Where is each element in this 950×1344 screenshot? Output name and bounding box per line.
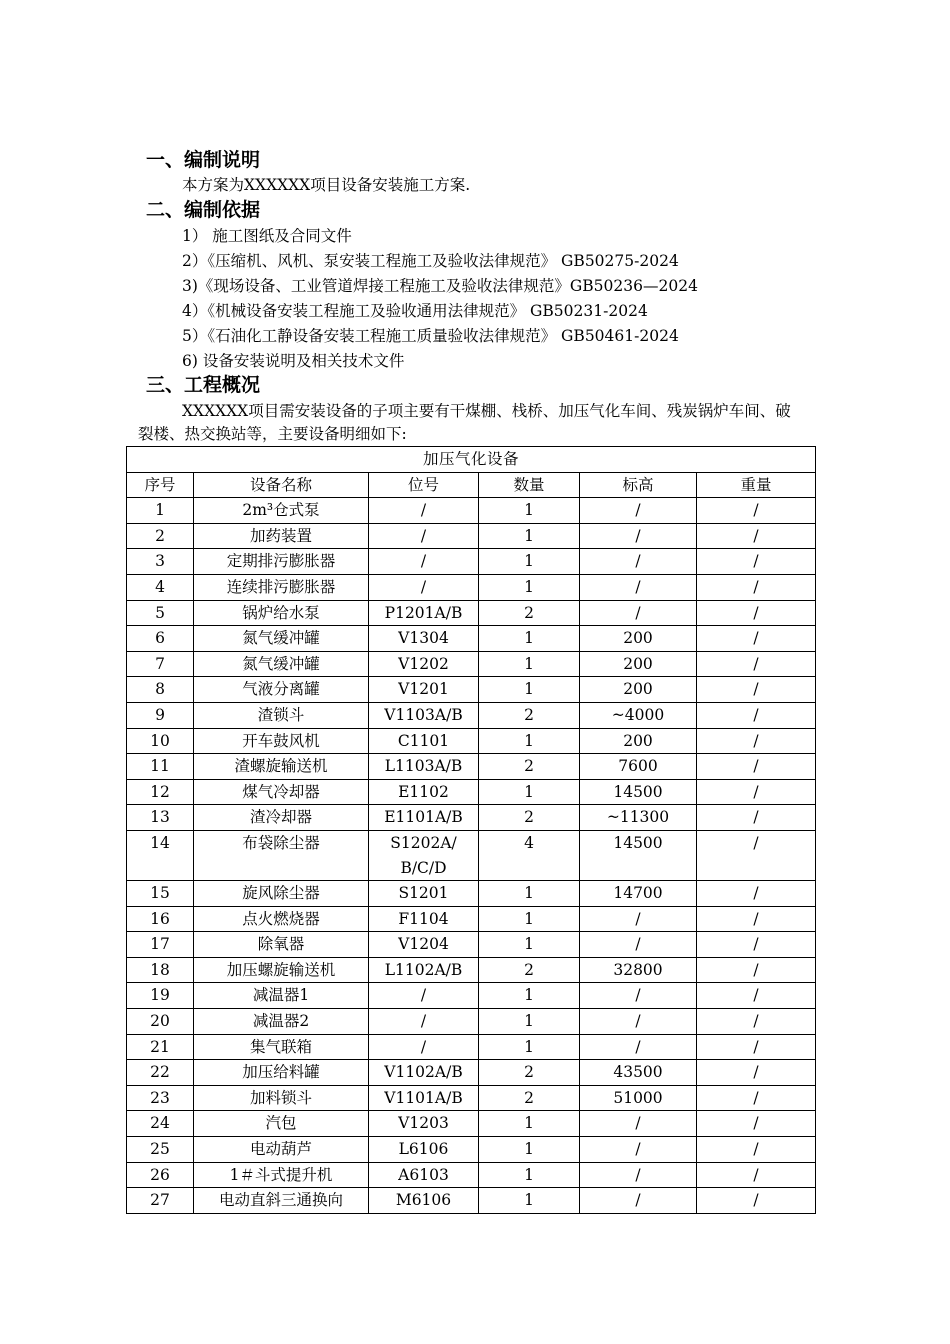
cell-weight: / xyxy=(697,651,816,677)
cell-elevation: 43500 xyxy=(580,1060,697,1086)
header-quantity: 数量 xyxy=(479,472,580,498)
table-row xyxy=(127,574,816,600)
cell-quantity: 1 xyxy=(479,983,580,1009)
cell-weight: / xyxy=(697,1188,816,1214)
table-row xyxy=(127,600,816,626)
table-row xyxy=(127,983,816,1009)
cell-tag-number: V1101A/B xyxy=(369,1085,479,1111)
cell-index: 6 xyxy=(127,626,194,652)
section-heading-1: 一、编制说明 xyxy=(146,149,261,171)
table-row xyxy=(127,1111,816,1137)
cell-equipment-name: 气液分离罐 xyxy=(194,677,369,703)
cell-index: 22 xyxy=(127,1060,194,1086)
cell-equipment-name: 渣螺旋输送机 xyxy=(194,754,369,780)
cell-elevation: / xyxy=(580,549,697,575)
cell-index: 20 xyxy=(127,1009,194,1035)
cell-quantity: 1 xyxy=(479,728,580,754)
cell-elevation: / xyxy=(580,932,697,958)
equipment-table-body xyxy=(127,447,816,1214)
cell-equipment-name: 煤气冷却器 xyxy=(194,779,369,805)
cell-quantity: 1 xyxy=(479,498,580,524)
cell-quantity: 1 xyxy=(479,906,580,932)
header-tag-number: 位号 xyxy=(369,472,479,498)
header-elevation: 标高 xyxy=(580,472,697,498)
cell-weight: / xyxy=(697,932,816,958)
cell-elevation: / xyxy=(580,906,697,932)
cell-weight: / xyxy=(697,1034,816,1060)
cell-index: 13 xyxy=(127,805,194,831)
basis-item-2: 2）《压缩机、风机、泵安装工程施工及验收法律规范》 GB50275-2024 xyxy=(182,252,679,270)
cell-elevation: / xyxy=(580,1009,697,1035)
cell-elevation: / xyxy=(580,600,697,626)
cell-weight: / xyxy=(697,498,816,524)
table-row xyxy=(127,498,816,524)
cell-index: 7 xyxy=(127,651,194,677)
cell-index: 26 xyxy=(127,1162,194,1188)
cell-elevation: 32800 xyxy=(580,957,697,983)
cell-tag-number: / xyxy=(369,983,479,1009)
cell-equipment-name: 汽包 xyxy=(194,1111,369,1137)
cell-index: 16 xyxy=(127,906,194,932)
cell-equipment-name: 氮气缓冲罐 xyxy=(194,651,369,677)
cell-quantity: 1 xyxy=(479,1009,580,1035)
cell-tag-number: E1101A/B xyxy=(369,805,479,831)
table-row xyxy=(127,881,816,907)
cell-tag-number: / xyxy=(369,549,479,575)
cell-tag-number: / xyxy=(369,1034,479,1060)
table-row xyxy=(127,651,816,677)
basis-item-4: 4）《机械设备安装工程施工及验收通用法律规范》 GB50231-2024 xyxy=(182,302,648,320)
cell-tag-number: V1102A/B xyxy=(369,1060,479,1086)
cell-tag-number: S1202A/ B/C/D xyxy=(369,830,479,880)
cell-index: 11 xyxy=(127,754,194,780)
table-row xyxy=(127,702,816,728)
overview-text-line-2: 裂楼、热交换站等，主要设备明细如下: xyxy=(138,425,407,443)
cell-equipment-name: 减温器2 xyxy=(194,1009,369,1035)
section-1-text: 本方案为XXXXXX项目设备安装施工方案. xyxy=(182,176,471,194)
cell-elevation: 200 xyxy=(580,651,697,677)
table-row xyxy=(127,932,816,958)
cell-equipment-name: 加药装置 xyxy=(194,523,369,549)
cell-weight: / xyxy=(697,523,816,549)
cell-quantity: 1 xyxy=(479,932,580,958)
cell-index: 21 xyxy=(127,1034,194,1060)
cell-index: 24 xyxy=(127,1111,194,1137)
cell-equipment-name: 定期排污膨胀器 xyxy=(194,549,369,575)
cell-elevation: / xyxy=(580,983,697,1009)
cell-equipment-name: 渣锁斗 xyxy=(194,702,369,728)
cell-tag-number: P1201A/B xyxy=(369,600,479,626)
cell-weight: / xyxy=(697,779,816,805)
cell-equipment-name: 减温器1 xyxy=(194,983,369,1009)
header-index: 序号 xyxy=(127,472,194,498)
cell-elevation: / xyxy=(580,1034,697,1060)
basis-item-1: 1） 施工图纸及合同文件 xyxy=(182,227,352,245)
cell-elevation: 51000 xyxy=(580,1085,697,1111)
cell-elevation: 200 xyxy=(580,728,697,754)
table-row xyxy=(127,1188,816,1214)
cell-tag-number: V1203 xyxy=(369,1111,479,1137)
cell-equipment-name: 渣冷却器 xyxy=(194,805,369,831)
basis-item-5: 5）《石油化工静设备安装工程施工质量验收法律规范》 GB50461-2024 xyxy=(182,327,679,345)
cell-weight: / xyxy=(697,626,816,652)
cell-equipment-name: 集气联箱 xyxy=(194,1034,369,1060)
cell-index: 15 xyxy=(127,881,194,907)
cell-elevation: / xyxy=(580,1162,697,1188)
cell-quantity: 1 xyxy=(479,677,580,703)
cell-tag-number: V1304 xyxy=(369,626,479,652)
cell-equipment-name: 2m³仓式泵 xyxy=(194,498,369,524)
cell-quantity: 1 xyxy=(479,1137,580,1163)
cell-elevation: / xyxy=(580,523,697,549)
cell-weight: / xyxy=(697,600,816,626)
cell-weight: / xyxy=(697,830,816,880)
cell-equipment-name: 电动葫芦 xyxy=(194,1137,369,1163)
cell-elevation: 14500 xyxy=(580,830,697,880)
cell-weight: / xyxy=(697,702,816,728)
cell-elevation: / xyxy=(580,1188,697,1214)
cell-equipment-name: 连续排污膨胀器 xyxy=(194,574,369,600)
cell-tag-number: / xyxy=(369,1009,479,1035)
table-row xyxy=(127,1060,816,1086)
table-caption-row xyxy=(127,447,816,473)
cell-weight: / xyxy=(697,983,816,1009)
cell-elevation: 200 xyxy=(580,626,697,652)
cell-quantity: 1 xyxy=(479,1111,580,1137)
cell-tag-number: L1102A/B xyxy=(369,957,479,983)
cell-weight: / xyxy=(697,805,816,831)
cell-equipment-name: 开车鼓风机 xyxy=(194,728,369,754)
cell-quantity: 1 xyxy=(479,1162,580,1188)
table-row xyxy=(127,677,816,703)
section-heading-3: 三、工程概况 xyxy=(146,374,261,396)
cell-tag-number: F1104 xyxy=(369,906,479,932)
cell-index: 3 xyxy=(127,549,194,575)
cell-quantity: 2 xyxy=(479,805,580,831)
section-heading-2: 二、编制依据 xyxy=(146,199,261,221)
cell-equipment-name: 除氧器 xyxy=(194,932,369,958)
cell-tag-number: / xyxy=(369,574,479,600)
table-row xyxy=(127,1034,816,1060)
header-weight: 重量 xyxy=(697,472,816,498)
cell-weight: / xyxy=(697,574,816,600)
cell-tag-number: V1103A/B xyxy=(369,702,479,728)
cell-weight: / xyxy=(697,1009,816,1035)
cell-elevation: 14700 xyxy=(580,881,697,907)
cell-tag-number: M6106 xyxy=(369,1188,479,1214)
cell-index: 8 xyxy=(127,677,194,703)
cell-equipment-name: 电动直斜三通换向 xyxy=(194,1188,369,1214)
cell-quantity: 1 xyxy=(479,626,580,652)
cell-quantity: 1 xyxy=(479,549,580,575)
cell-quantity: 1 xyxy=(479,574,580,600)
cell-index: 23 xyxy=(127,1085,194,1111)
cell-weight: / xyxy=(697,881,816,907)
table-row xyxy=(127,779,816,805)
cell-index: 17 xyxy=(127,932,194,958)
cell-index: 12 xyxy=(127,779,194,805)
table-row xyxy=(127,957,816,983)
cell-index: 2 xyxy=(127,523,194,549)
table-row xyxy=(127,523,816,549)
cell-elevation: / xyxy=(580,574,697,600)
cell-tag-number: C1101 xyxy=(369,728,479,754)
table-row xyxy=(127,830,816,880)
cell-weight: / xyxy=(697,1085,816,1111)
basis-item-6: 6) 设备安装说明及相关技术文件 xyxy=(182,352,405,370)
cell-weight: / xyxy=(697,754,816,780)
table-row xyxy=(127,1162,816,1188)
table-row xyxy=(127,549,816,575)
cell-tag-number: V1201 xyxy=(369,677,479,703)
cell-weight: / xyxy=(697,677,816,703)
cell-index: 25 xyxy=(127,1137,194,1163)
table-row xyxy=(127,626,816,652)
cell-equipment-name: 加压螺旋输送机 xyxy=(194,957,369,983)
table-row xyxy=(127,1009,816,1035)
table-row xyxy=(127,906,816,932)
cell-equipment-name: 布袋除尘器 xyxy=(194,830,369,880)
cell-elevation: / xyxy=(580,1137,697,1163)
cell-quantity: 2 xyxy=(479,702,580,728)
table-row xyxy=(127,805,816,831)
table-row xyxy=(127,754,816,780)
cell-quantity: 2 xyxy=(479,754,580,780)
cell-index: 14 xyxy=(127,830,194,880)
table-row xyxy=(127,1137,816,1163)
cell-elevation: 200 xyxy=(580,677,697,703)
cell-quantity: 1 xyxy=(479,881,580,907)
cell-quantity: 1 xyxy=(479,1034,580,1060)
cell-tag-number: A6103 xyxy=(369,1162,479,1188)
cell-quantity: 2 xyxy=(479,1060,580,1086)
cell-quantity: 1 xyxy=(479,1188,580,1214)
table-row xyxy=(127,728,816,754)
cell-weight: / xyxy=(697,906,816,932)
table-caption: 加压气化设备 xyxy=(127,447,816,473)
cell-equipment-name: 1＃斗式提升机 xyxy=(194,1162,369,1188)
cell-tag-number: L1103A/B xyxy=(369,754,479,780)
table-row xyxy=(127,1085,816,1111)
cell-elevation: ~11300 xyxy=(580,805,697,831)
cell-tag-number: / xyxy=(369,498,479,524)
table-header-row xyxy=(127,472,816,498)
cell-equipment-name: 锅炉给水泵 xyxy=(194,600,369,626)
cell-quantity: 4 xyxy=(479,830,580,880)
cell-index: 9 xyxy=(127,702,194,728)
cell-quantity: 1 xyxy=(479,523,580,549)
cell-elevation: 14500 xyxy=(580,779,697,805)
cell-weight: / xyxy=(697,1137,816,1163)
cell-weight: / xyxy=(697,549,816,575)
cell-equipment-name: 氮气缓冲罐 xyxy=(194,626,369,652)
cell-equipment-name: 旋风除尘器 xyxy=(194,881,369,907)
equipment-table xyxy=(126,446,816,1214)
cell-quantity: 1 xyxy=(479,779,580,805)
cell-index: 1 xyxy=(127,498,194,524)
cell-index: 10 xyxy=(127,728,194,754)
cell-index: 18 xyxy=(127,957,194,983)
cell-elevation: / xyxy=(580,498,697,524)
cell-tag-number: / xyxy=(369,523,479,549)
cell-quantity: 1 xyxy=(479,651,580,677)
cell-index: 4 xyxy=(127,574,194,600)
cell-weight: / xyxy=(697,957,816,983)
cell-index: 5 xyxy=(127,600,194,626)
cell-elevation: / xyxy=(580,1111,697,1137)
cell-weight: / xyxy=(697,1111,816,1137)
cell-tag-number: V1204 xyxy=(369,932,479,958)
cell-quantity: 2 xyxy=(479,1085,580,1111)
cell-tag-number: S1201 xyxy=(369,881,479,907)
cell-tag-number: L6106 xyxy=(369,1137,479,1163)
header-equipment-name: 设备名称 xyxy=(194,472,369,498)
cell-elevation: ~4000 xyxy=(580,702,697,728)
cell-index: 27 xyxy=(127,1188,194,1214)
cell-quantity: 2 xyxy=(479,957,580,983)
cell-weight: / xyxy=(697,728,816,754)
basis-item-3: 3)《现场设备、工业管道焊接工程施工及验收法律规范》GB50236—2024 xyxy=(182,277,698,295)
cell-equipment-name: 加料锁斗 xyxy=(194,1085,369,1111)
cell-tag-number: V1202 xyxy=(369,651,479,677)
cell-equipment-name: 点火燃烧器 xyxy=(194,906,369,932)
cell-equipment-name: 加压给料罐 xyxy=(194,1060,369,1086)
cell-weight: / xyxy=(697,1060,816,1086)
cell-tag-number: E1102 xyxy=(369,779,479,805)
cell-index: 19 xyxy=(127,983,194,1009)
cell-elevation: 7600 xyxy=(580,754,697,780)
cell-weight: / xyxy=(697,1162,816,1188)
cell-quantity: 2 xyxy=(479,600,580,626)
overview-text-line-1: XXXXXX项目需安装设备的子项主要有干煤棚、栈桥、加压气化车间、残炭锅炉车间、破 xyxy=(182,402,791,420)
